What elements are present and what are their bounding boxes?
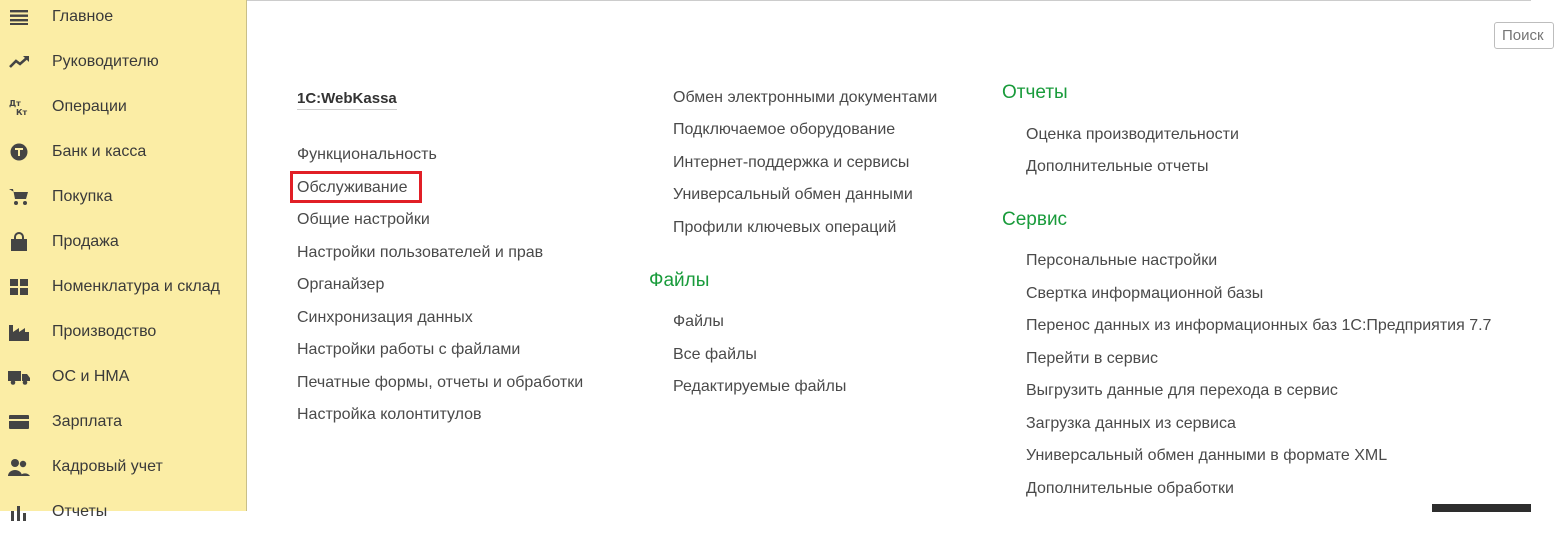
link-maintenance[interactable]: Обслуживание (297, 179, 408, 196)
sidebar-item-label: Главное (52, 8, 114, 25)
sidebar-item-label: Банк и касса (52, 143, 147, 160)
bar-chart-icon (8, 502, 30, 522)
bag-icon (8, 232, 30, 252)
link-files[interactable]: Файлы (673, 313, 724, 330)
section-service-title: Сервис (1002, 209, 1068, 230)
debit-credit-icon (8, 97, 30, 117)
sidebar-item-label: Номенклатура и склад (52, 278, 220, 295)
link-additional-processing[interactable]: Дополнительные обработки (1026, 480, 1234, 497)
sidebar-item-hr[interactable] (0, 445, 246, 490)
sidebar-item-label: Руководителю (52, 53, 159, 70)
sidebar-item-label: Производство (52, 323, 157, 340)
sidebar-item-label: Кадровый учет (52, 458, 163, 475)
link-print-forms[interactable]: Печатные формы, отчеты и обработки (297, 374, 584, 391)
link-internet-support[interactable]: Интернет-поддержка и сервисы (673, 154, 910, 171)
sidebar-item-reports[interactable] (0, 490, 246, 535)
sidebar-item-manager[interactable] (0, 40, 246, 85)
truck-icon (8, 367, 30, 387)
sidebar-item-label: Операции (52, 98, 127, 115)
link-file-settings[interactable]: Настройки работы с файлами (297, 341, 521, 358)
people-icon (8, 457, 30, 477)
link-all-files[interactable]: Все файлы (673, 346, 757, 363)
link-import-service[interactable]: Загрузка данных из сервиса (1026, 415, 1236, 432)
link-general-settings[interactable]: Общие настройки (297, 211, 430, 228)
coin-icon (8, 142, 30, 162)
taskbar-fragment (1432, 504, 1531, 512)
link-universal-exchange[interactable]: Универсальный обмен данными (673, 186, 913, 203)
sidebar-item-purchase[interactable] (0, 175, 246, 220)
sidebar-item-operations[interactable] (0, 85, 246, 130)
menu-icon (8, 7, 30, 27)
link-personal-settings[interactable]: Персональные настройки (1026, 252, 1218, 269)
section-reports-title: Отчеты (1002, 82, 1068, 103)
link-headers-footers[interactable]: Настройка колонтитулов (297, 406, 482, 423)
factory-icon (8, 322, 30, 342)
link-equipment[interactable]: Подключаемое оборудование (673, 121, 896, 138)
sidebar-item-sales[interactable] (0, 220, 246, 265)
sidebar-item-label: Отчеты (52, 503, 108, 520)
main-content (247, 0, 1531, 511)
link-user-settings[interactable]: Настройки пользователей и прав (297, 244, 544, 261)
subsystem-title: 1С:WebKassa (297, 90, 397, 110)
link-db-collapse[interactable]: Свертка информационной базы (1026, 285, 1264, 302)
link-edi[interactable]: Обмен электронными документами (673, 89, 938, 106)
sidebar-item-production[interactable] (0, 310, 246, 355)
highlight-frame (290, 171, 422, 203)
sidebar-item-label: Покупка (52, 188, 113, 205)
sidebar-item-label: Зарплата (52, 413, 123, 430)
sidebar-item-label: ОС и НМА (52, 368, 130, 385)
search-input[interactable] (1494, 22, 1554, 49)
sidebar-item-nomenclature[interactable] (0, 265, 246, 310)
cart-icon (8, 187, 30, 207)
sidebar-item-label: Продажа (52, 233, 119, 250)
link-xml-exchange[interactable]: Универсальный обмен данными в формате XML (1026, 447, 1388, 464)
trend-icon (8, 52, 30, 72)
sidebar (0, 0, 247, 520)
link-data-sync[interactable]: Синхронизация данных (297, 309, 473, 326)
sidebar-item-assets[interactable] (0, 355, 246, 400)
link-organizer[interactable]: Органайзер (297, 276, 385, 293)
wallet-icon (8, 412, 30, 432)
link-edited-files[interactable]: Редактируемые файлы (673, 378, 847, 395)
link-export-service[interactable]: Выгрузить данные для перехода в сервис (1026, 382, 1338, 399)
sidebar-item-bank[interactable] (0, 130, 246, 175)
svg-text:Кт: Кт (16, 108, 28, 117)
link-key-operations[interactable]: Профили ключевых операций (673, 219, 897, 236)
link-go-to-service[interactable]: Перейти в сервис (1026, 350, 1159, 367)
link-transfer-77[interactable]: Перенос данных из информационных баз 1С:Предприятия 7.7 (1026, 317, 1492, 334)
grid-icon (8, 277, 30, 297)
link-additional-reports[interactable]: Дополнительные отчеты (1026, 158, 1209, 175)
section-files-title: Файлы (649, 270, 710, 291)
sidebar-item-main[interactable] (0, 0, 246, 40)
link-performance[interactable]: Оценка производительности (1026, 126, 1239, 143)
link-functionality[interactable]: Функциональность (297, 146, 437, 163)
sidebar-item-salary[interactable] (0, 400, 246, 445)
svg-text:Дт: Дт (9, 99, 21, 108)
